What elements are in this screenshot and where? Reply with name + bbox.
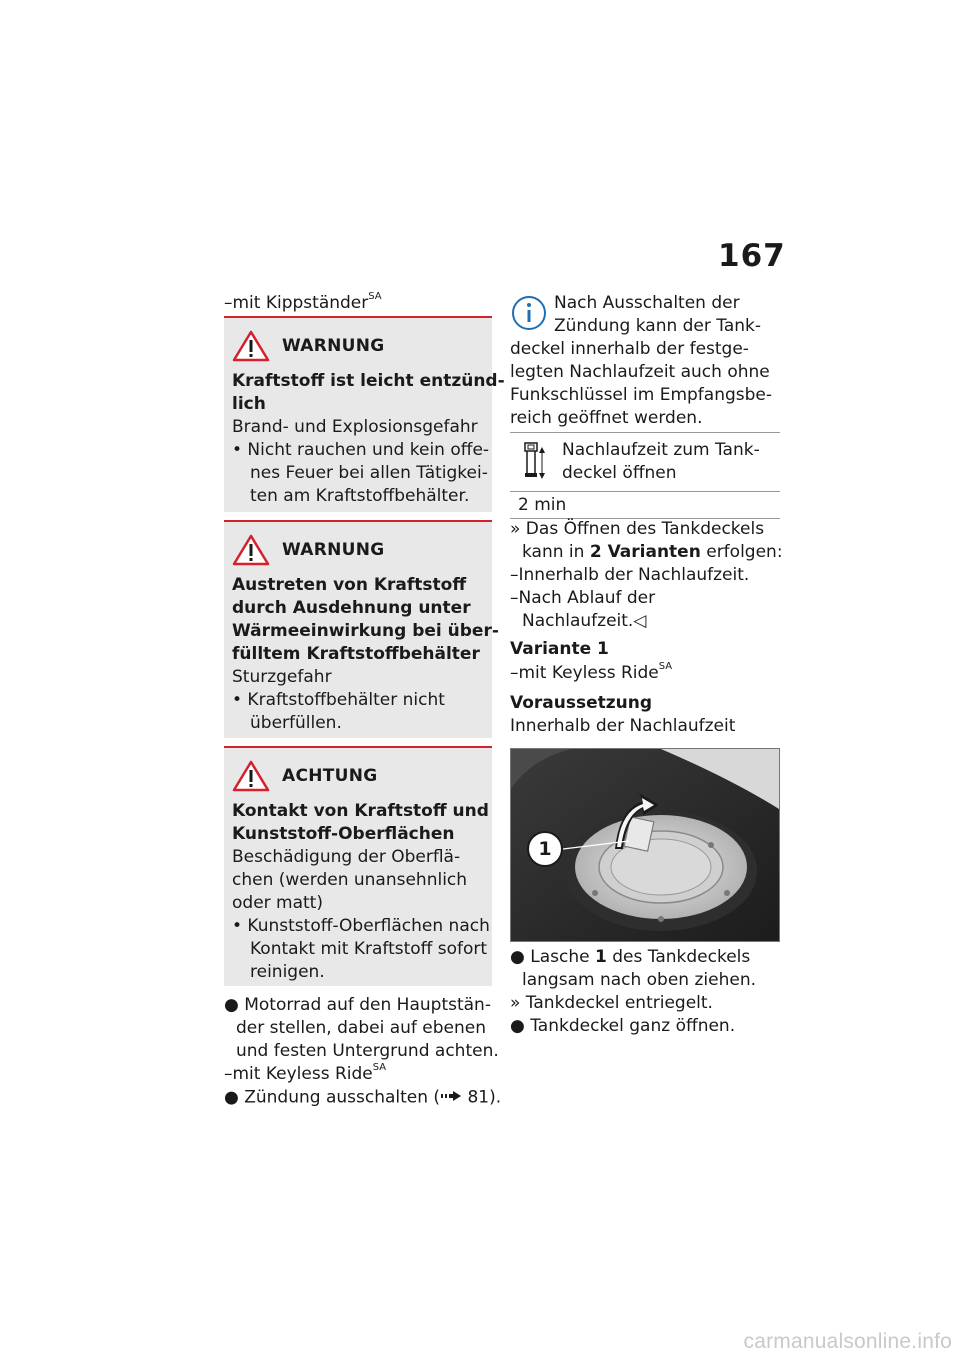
result-unlocked: » Tankdeckel entriegelt. (510, 993, 713, 1013)
info-line: deckel innerhalb der festge- (510, 339, 749, 359)
page-reference: 81). (467, 1087, 502, 1108)
watermark[interactable]: carmanualsonline.info (743, 1330, 952, 1353)
warning-title: durch Ausdehnung unter (232, 598, 471, 618)
spec-table-header (510, 433, 780, 492)
warning-instruction: überfüllen. (250, 713, 342, 733)
warning-instruction: • Nicht rauchen und kein offe- (232, 440, 490, 460)
result-line: » Das Öffnen des Tankdeckels (510, 519, 765, 539)
step-open-cap: ● Tankdeckel ganz öffnen. (510, 1016, 736, 1036)
caution-consequence: Beschädigung der Oberflä- (232, 847, 461, 867)
caution-instruction: reinigen. (250, 962, 325, 982)
result-block (510, 518, 783, 633)
info-line: legten Nachlaufzeit auch ohne (510, 362, 770, 382)
caution-box-plastic (224, 746, 492, 986)
warning-title: lich (232, 394, 266, 414)
warning-title: fülltem Kraftstoffbehälter (232, 644, 480, 664)
warning-box-overfill (224, 520, 499, 738)
spec-value: 2 min (518, 495, 567, 515)
caution-consequence: oder matt) (232, 893, 323, 913)
info-line: Nach Ausschalten der (554, 293, 740, 313)
step-main-stand: ● Motorrad auf den Hauptstän- (224, 995, 491, 1015)
info-text-head (554, 292, 780, 338)
variant-heading: Variante 1 (510, 639, 609, 659)
info-text (510, 338, 780, 430)
warning-consequence: Brand- und Explosionsgefahr (232, 417, 478, 437)
step-ignition-off: ● Zündung ausschalten ( 81). (224, 1087, 502, 1108)
warning-instruction: ten am Kraftstoffbehälter. (250, 486, 470, 506)
prerequisite-text: Innerhalb der Nachlaufzeit (510, 716, 736, 736)
caution-title: Kontakt von Kraftstoff und (232, 801, 489, 821)
caution-instruction: • Kunststoff-Oberflächen nach (232, 916, 490, 936)
info-line: Funkschlüssel im Empfangsbe- (510, 385, 773, 405)
warning-title: Wärmeeinwirkung bei über- (232, 621, 499, 641)
caution-title: Kunststoff-Oberflächen (232, 824, 455, 844)
warning-instruction: • Kraftstoffbehälter nicht (232, 690, 445, 710)
warning-title: Kraftstoff ist leicht entzünd- (232, 371, 505, 391)
step-main-stand: und festen Untergrund achten. (236, 1041, 499, 1061)
left-steps (224, 994, 502, 1110)
caution-triangle-icon (232, 760, 270, 792)
caution-label: ACHTUNG (282, 765, 378, 786)
warning-triangle-icon (232, 534, 270, 566)
step-pull-tab: ● Lasche 1 des Tankdeckels (510, 947, 751, 967)
spec-table (510, 432, 780, 519)
keyless-condition: –mit Keyless Ride$^{SA}$ (510, 661, 673, 683)
info-icon (510, 294, 548, 336)
warning-consequence: Sturzgefahr (232, 667, 332, 687)
caution-instruction: Kontakt mit Kraftstoff sofort (250, 939, 488, 959)
fuel-cap-photo (510, 748, 780, 942)
caution-consequence: chen (werden unansehnlich (232, 870, 468, 890)
warning-label: WARNUNG (282, 539, 385, 560)
page-number: 167 (718, 238, 786, 274)
keyless-condition: –mit Keyless Ride$^{SA}$ (224, 1062, 387, 1084)
page-reference-arrow-icon (440, 1086, 462, 1109)
warning-box-fuel (224, 316, 505, 512)
prerequisite-label: Voraussetzung (510, 693, 653, 713)
spec-label: Nachlaufzeit zum Tank- (562, 440, 760, 460)
photo-callout-1: 1 (538, 838, 552, 860)
warning-title: Austreten von Kraftstoff (232, 575, 467, 595)
warning-instruction: nes Feuer bei allen Tätigkei- (250, 463, 488, 483)
step-main-stand: der stellen, dabei auf ebenen (236, 1018, 486, 1038)
option-item: Nachlaufzeit.◁ (522, 611, 647, 631)
warning-triangle-icon (232, 330, 270, 362)
stopwatch-icon (522, 441, 548, 485)
kippstaender-condition: –mit Kippständer$^{SA}$ (224, 291, 382, 313)
result-line: kann in 2 Varianten erfolgen: (522, 542, 783, 562)
option-item: –Innerhalb der Nachlaufzeit. (510, 565, 750, 585)
spec-label: deckel öffnen (562, 463, 677, 483)
step-pull-tab: langsam nach oben ziehen. (522, 970, 757, 990)
final-steps (510, 946, 780, 1038)
info-line: reich geöffnet werden. (510, 408, 703, 428)
info-line: Zündung kann der Tank- (554, 316, 762, 336)
option-item: –Nach Ablauf der (510, 588, 656, 608)
warning-label: WARNUNG (282, 335, 385, 356)
